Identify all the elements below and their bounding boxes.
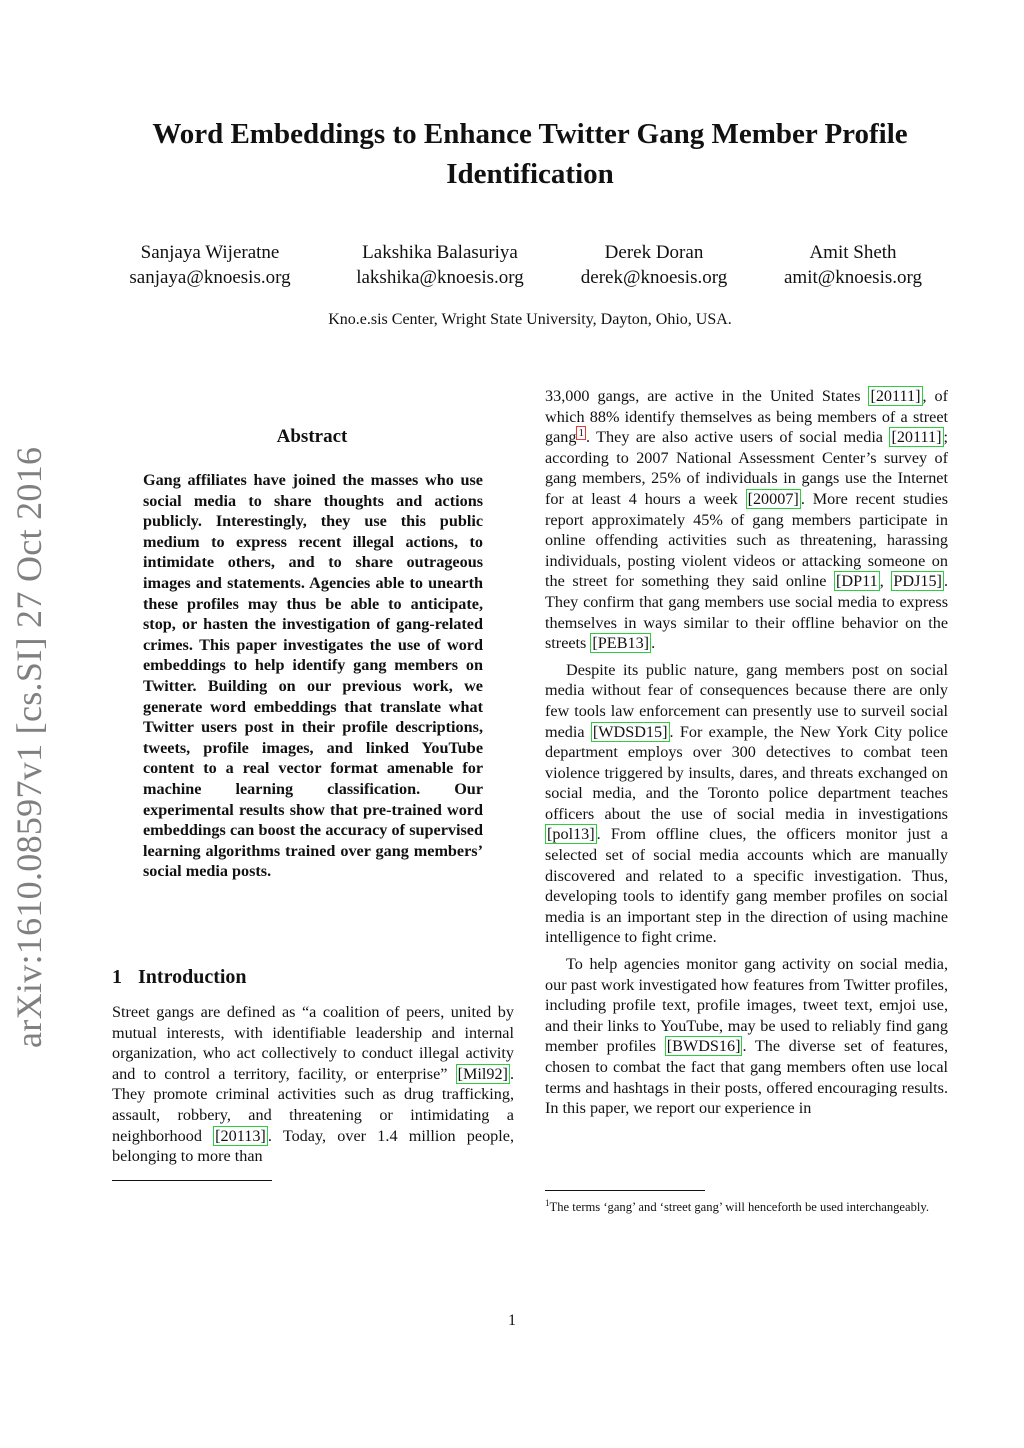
right-column-body xyxy=(545,386,948,1119)
text-run: . They are also active users of social media xyxy=(585,428,890,447)
page-number: 1 xyxy=(508,1312,516,1329)
author-name: Derek Doran xyxy=(604,242,704,263)
text-run: Despite its public nature, gang members post on social media without fear of consequences because there are only few tools law enforcement can presently use to surveil social media xyxy=(545,660,948,741)
paragraph xyxy=(545,386,948,654)
author-email: sanjaya@knoesis.org xyxy=(129,267,291,288)
text-run: . For example, the New York City police department employs over 300 detectives to combat teen violence triggered by insults, dares, and threats exchanged on social media, and the Toronto police department teaches officers about the use of social media in investigations xyxy=(545,722,948,823)
citation-link[interactable]: [WDSD15] xyxy=(592,722,668,741)
text-run: . They promote criminal activities such as drug trafficking, assault, robbery, and threatening or intimidating a neighborhood xyxy=(112,1064,514,1145)
text-run: , of which 88% identify themselves as being members of a street gang xyxy=(545,387,948,447)
text-run: 33,000 gangs, are active in the United States xyxy=(545,387,869,405)
citation-link[interactable]: [20007] xyxy=(747,489,799,508)
citation-link[interactable]: [BWDS16] xyxy=(666,1037,741,1056)
footnote-divider xyxy=(112,1180,272,1181)
author-email: lakshika@knoesis.org xyxy=(356,267,524,288)
author-name: Sanjaya Wijeratne xyxy=(140,242,280,263)
text-run: . They confirm that gang members use social media to express themselves in ways similar to their offline behavior on the streets xyxy=(545,572,948,653)
author-4 xyxy=(743,240,963,290)
citation-link[interactable]: [20113] xyxy=(215,1126,266,1145)
footnote-mark: 1 xyxy=(545,1198,550,1208)
text-run: . More recent studies report approximately 45% of gang members participate in online offending activities such as threatening, harassing individuals, posting violent videos or attacking someone on the street for something they said online xyxy=(545,489,948,591)
paper-title: Word Embeddings to Enhance Twitter Gang Member Profile Identification xyxy=(152,118,908,190)
footnote-text: The terms ‘gang’ and ‘street gang’ will henceforth be used interchangeably. xyxy=(549,1200,930,1215)
author-name: Amit Sheth xyxy=(809,242,897,263)
citation-link[interactable]: [20111] xyxy=(891,428,942,447)
text-run: . xyxy=(651,634,656,653)
section-number: 1 xyxy=(112,966,122,988)
paragraph xyxy=(545,954,948,1119)
paragraph xyxy=(112,1002,514,1167)
affiliation: Kno.e.sis Center, Wright State University, Dayton, Ohio, USA. xyxy=(328,311,732,328)
footnote-reference[interactable]: 1 xyxy=(578,426,584,439)
text-run: . From offline clues, the officers monitor just a selected set of social media accounts which are manually discovered and related to a specific investigation. Thus, developing tools to identify gang member profiles on social media is an important step in the direction of using machine intelligence to fight crime. xyxy=(545,825,948,947)
text-run: , xyxy=(879,572,892,591)
text-run: To help agencies monitor gang activity on social media, our past work investigated how features from Twitter profiles, including profile text, profile images, tweet text, emjoi use, and their links to YouTube, may be used to reliably find gang member profiles xyxy=(545,955,948,1056)
footnote-divider xyxy=(545,1190,705,1191)
author-email: amit@knoesis.org xyxy=(783,267,922,288)
author-block xyxy=(100,240,960,300)
author-3 xyxy=(544,240,764,290)
section-heading xyxy=(112,966,263,989)
abstract-text: Gang affiliates have joined the masses who use social media to share thoughts and actions publicly. Interestingly, they use this public medium to express recent illegal actions, to intimidate others, and to share outrageous images and statements. Agencies able to unearth these profiles may thus be able to anticipate, stop, or hasten the investigation of gang-related crimes. This paper investigates the use of word embeddings to help identify gang members on Twitter. Building on our previous work, we generate word embeddings that translate what Twitter users post in their profile descriptions, tweets, profile images, and linked YouTube content to a real vector format amenable for machine learning classification. Our experimental results show that pre-trained word embeddings can boost the accuracy of supervised learning algorithms trained over gang members’ social media posts. xyxy=(143,471,483,881)
citation-link[interactable]: [PEB13] xyxy=(592,634,650,653)
paragraph xyxy=(545,660,948,948)
author-2 xyxy=(330,240,550,290)
author-email: derek@knoesis.org xyxy=(580,267,728,288)
citation-link[interactable]: [Mil92] xyxy=(457,1064,508,1083)
author-1 xyxy=(100,240,320,290)
left-column-body xyxy=(112,1002,514,1167)
text-run: ; according to 2007 National Assessment Center’s survey of gang members, 25% of individuals in gangs use the Internet for at least 4 hours a week xyxy=(545,428,948,508)
text-run: . The diverse set of features, chosen to combat the fact that gang members often use local terms and hashtags in their posts, offered encouraging results. In this paper, we report our experience in xyxy=(545,1037,949,1118)
abstract-heading: Abstract xyxy=(276,426,348,447)
citation-link[interactable]: [pol13] xyxy=(547,825,595,844)
arxiv-identifier: arXiv:1610.08597v1 [cs.SI] 27 Oct 2016 xyxy=(9,446,49,1048)
footnote xyxy=(545,1195,948,1215)
citation-link[interactable]: [DP11 xyxy=(836,572,878,591)
author-name: Lakshika Balasuriya xyxy=(362,242,518,263)
citation-link[interactable]: PDJ15] xyxy=(893,572,942,591)
text-run: Street gangs are defined as “a coalition of peers, united by mutual interests, with identifiable leadership and internal organization, who act collectively to conduct illegal activity and to control a territory, facility, or enterprise” xyxy=(112,1003,514,1083)
citation-link[interactable]: [20111] xyxy=(870,387,921,405)
section-title: Introduction xyxy=(138,966,247,988)
text-run: . Today, over 1.4 million people, belonging to more than xyxy=(112,1126,514,1166)
